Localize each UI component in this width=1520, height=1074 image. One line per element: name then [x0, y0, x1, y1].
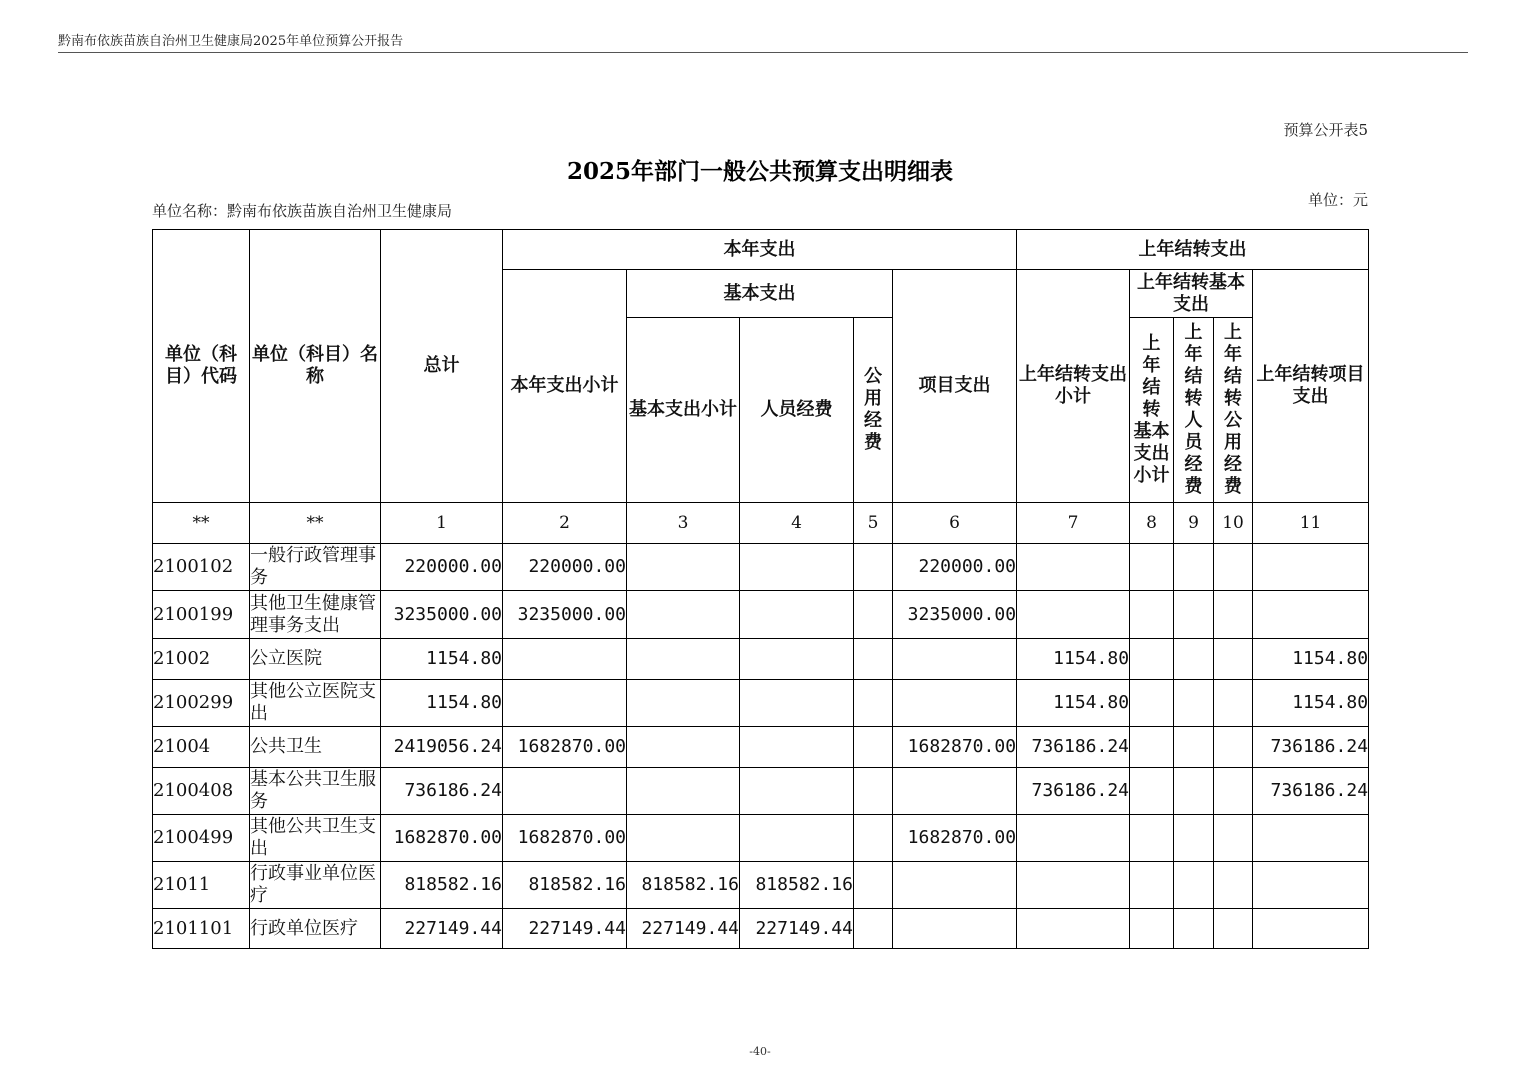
column-index-row [153, 503, 1369, 544]
cell-project [893, 909, 1017, 949]
budget-detail-table [152, 229, 1369, 949]
column-index: 5 [854, 503, 893, 544]
cell-prior-project: 736186.24 [1253, 768, 1369, 815]
cell-prior-personnel [1174, 544, 1214, 591]
cell-basic-subtotal: 818582.16 [627, 862, 740, 909]
header-public-funds [854, 318, 893, 503]
column-index: 3 [627, 503, 740, 544]
table-row [153, 862, 1369, 909]
row-name: 其他公立医院支出 [250, 680, 381, 727]
row-code: 21002 [153, 639, 250, 680]
header-char: 费 [1224, 476, 1243, 497]
row-code: 2100299 [153, 680, 250, 727]
cell-prior-basic-subtotal [1130, 862, 1174, 909]
header-name: 单位（科目）名称 [250, 230, 381, 503]
cell-prior-personnel [1174, 768, 1214, 815]
header-char: 费 [1184, 476, 1203, 497]
cell-prior-basic-subtotal [1130, 768, 1174, 815]
cell-personnel [740, 544, 854, 591]
column-index: ** [153, 503, 250, 544]
row-code: 2101101 [153, 909, 250, 949]
cell-public-funds [854, 591, 893, 639]
cell-basic-subtotal [627, 815, 740, 862]
column-index: 8 [1130, 503, 1174, 544]
header-char: 转 [1224, 388, 1243, 409]
header-char: 经 [1224, 454, 1243, 475]
cell-total: 227149.44 [381, 909, 503, 949]
cell-prior-subtotal [1017, 862, 1130, 909]
header-char: 公 [864, 366, 882, 387]
table-body [153, 544, 1369, 949]
row-name: 其他公共卫生支出 [250, 815, 381, 862]
cell-current-subtotal: 1682870.00 [503, 727, 627, 768]
cell-total: 1154.80 [381, 639, 503, 680]
header-char: 结 [1142, 377, 1161, 398]
column-index: 4 [740, 503, 854, 544]
header-prior-project: 上年结转项目支出 [1253, 270, 1369, 503]
cell-prior-basic-subtotal [1130, 680, 1174, 727]
cell-project: 1682870.00 [893, 727, 1017, 768]
cell-project [893, 768, 1017, 815]
cell-prior-project: 736186.24 [1253, 727, 1369, 768]
column-index: 10 [1214, 503, 1253, 544]
cell-prior-project [1253, 591, 1369, 639]
header-char: 年 [1184, 344, 1203, 365]
header-char: 转 [1142, 399, 1161, 420]
header-char: 上 [1224, 322, 1243, 343]
cell-prior-public [1214, 862, 1253, 909]
row-code: 2100408 [153, 768, 250, 815]
cell-prior-personnel [1174, 815, 1214, 862]
cell-prior-public [1214, 768, 1253, 815]
row-name: 公共卫生 [250, 727, 381, 768]
cell-basic-subtotal [627, 544, 740, 591]
header-prior-subtotal: 上年结转支出小计 [1017, 270, 1130, 503]
column-index: 11 [1253, 503, 1369, 544]
cell-prior-subtotal: 736186.24 [1017, 768, 1130, 815]
row-code: 2100102 [153, 544, 250, 591]
cell-prior-project [1253, 815, 1369, 862]
column-index: 7 [1017, 503, 1130, 544]
cell-current-subtotal: 1682870.00 [503, 815, 627, 862]
header-personnel: 人员经费 [740, 318, 854, 503]
cell-prior-project: 1154.80 [1253, 639, 1369, 680]
cell-public-funds [854, 727, 893, 768]
cell-prior-public [1214, 727, 1253, 768]
cell-personnel [740, 768, 854, 815]
cell-prior-project: 1154.80 [1253, 680, 1369, 727]
header-char: 用 [1224, 432, 1243, 453]
table-row [153, 680, 1369, 727]
cell-current-subtotal [503, 639, 627, 680]
cell-public-funds [854, 544, 893, 591]
header-char: 小计 [1133, 465, 1170, 486]
table-row [153, 815, 1369, 862]
cell-total: 736186.24 [381, 768, 503, 815]
header-char: 支出 [1133, 443, 1170, 464]
cell-project: 220000.00 [893, 544, 1017, 591]
cell-basic-subtotal: 227149.44 [627, 909, 740, 949]
cell-prior-basic-subtotal [1130, 591, 1174, 639]
header-char: 转 [1184, 388, 1203, 409]
cell-prior-public [1214, 639, 1253, 680]
cell-public-funds [854, 862, 893, 909]
row-name: 基本公共卫生服务 [250, 768, 381, 815]
header-char: 费 [864, 432, 882, 453]
cell-current-subtotal: 227149.44 [503, 909, 627, 949]
column-index: 6 [893, 503, 1017, 544]
currency-unit-label: 单位：元 [1307, 191, 1368, 209]
cell-personnel [740, 815, 854, 862]
running-header: 黔南布依族苗族自治州卫生健康局2025年单位预算公开报告 [58, 34, 404, 49]
cell-basic-subtotal [627, 680, 740, 727]
cell-public-funds [854, 768, 893, 815]
table-row [153, 639, 1369, 680]
row-code: 21011 [153, 862, 250, 909]
cell-public-funds [854, 680, 893, 727]
cell-prior-public [1214, 909, 1253, 949]
cell-prior-project [1253, 544, 1369, 591]
cell-current-subtotal: 818582.16 [503, 862, 627, 909]
row-name: 公立医院 [250, 639, 381, 680]
cell-prior-project [1253, 862, 1369, 909]
header-prior-basic: 上年结转基本支出 [1130, 270, 1253, 318]
cell-personnel [740, 639, 854, 680]
cell-total: 3235000.00 [381, 591, 503, 639]
header-divider [58, 52, 1468, 53]
header-prior-personnel [1174, 318, 1214, 503]
cell-prior-public [1214, 544, 1253, 591]
row-name: 行政事业单位医疗 [250, 862, 381, 909]
table-row [153, 727, 1369, 768]
cell-prior-public [1214, 680, 1253, 727]
header-char: 结 [1184, 366, 1203, 387]
cell-project [893, 680, 1017, 727]
cell-personnel [740, 727, 854, 768]
cell-current-subtotal: 220000.00 [503, 544, 627, 591]
cell-prior-subtotal [1017, 815, 1130, 862]
cell-total: 818582.16 [381, 862, 503, 909]
row-name: 一般行政管理事务 [250, 544, 381, 591]
column-index: ** [250, 503, 381, 544]
cell-personnel: 818582.16 [740, 862, 854, 909]
table-number: 预算公开表5 [1283, 121, 1368, 139]
cell-personnel: 227149.44 [740, 909, 854, 949]
row-code: 2100199 [153, 591, 250, 639]
cell-prior-subtotal [1017, 544, 1130, 591]
header-prior-year: 上年结转支出 [1017, 230, 1369, 270]
header-current-subtotal: 本年支出小计 [503, 270, 627, 503]
page-title: 2025年部门一般公共预算支出明细表 [566, 158, 953, 185]
column-index: 1 [381, 503, 503, 544]
cell-prior-subtotal: 1154.80 [1017, 680, 1130, 727]
header-current-year: 本年支出 [503, 230, 1017, 270]
header-prior-public [1214, 318, 1253, 503]
header-char: 基本 [1133, 421, 1170, 442]
cell-project [893, 639, 1017, 680]
page-number: -40- [749, 1045, 771, 1058]
cell-prior-public [1214, 815, 1253, 862]
cell-total: 1682870.00 [381, 815, 503, 862]
header-char: 上 [1184, 322, 1203, 343]
table-row [153, 544, 1369, 591]
table-row [153, 591, 1369, 639]
cell-prior-personnel [1174, 639, 1214, 680]
row-name: 其他卫生健康管理事务支出 [250, 591, 381, 639]
cell-total: 220000.00 [381, 544, 503, 591]
cell-public-funds [854, 639, 893, 680]
cell-prior-public [1214, 591, 1253, 639]
cell-project [893, 862, 1017, 909]
cell-public-funds [854, 909, 893, 949]
column-index: 2 [503, 503, 627, 544]
cell-current-subtotal [503, 680, 627, 727]
header-char: 公 [1224, 410, 1243, 431]
cell-prior-basic-subtotal [1130, 727, 1174, 768]
column-index: 9 [1174, 503, 1214, 544]
cell-total: 1154.80 [381, 680, 503, 727]
header-basic: 基本支出 [627, 270, 893, 318]
cell-prior-subtotal: 1154.80 [1017, 639, 1130, 680]
cell-basic-subtotal [627, 727, 740, 768]
header-basic-subtotal: 基本支出小计 [627, 318, 740, 503]
header-char: 结 [1224, 366, 1243, 387]
header-char: 经 [864, 410, 882, 431]
row-code: 2100499 [153, 815, 250, 862]
cell-basic-subtotal [627, 768, 740, 815]
header-char: 用 [864, 388, 882, 409]
cell-prior-personnel [1174, 862, 1214, 909]
cell-prior-personnel [1174, 591, 1214, 639]
cell-prior-personnel [1174, 680, 1214, 727]
cell-prior-basic-subtotal [1130, 909, 1174, 949]
cell-prior-personnel [1174, 727, 1214, 768]
cell-prior-subtotal [1017, 591, 1130, 639]
cell-current-subtotal [503, 768, 627, 815]
cell-current-subtotal: 3235000.00 [503, 591, 627, 639]
cell-prior-basic-subtotal [1130, 544, 1174, 591]
cell-basic-subtotal [627, 591, 740, 639]
header-project: 项目支出 [893, 270, 1017, 503]
header-char: 年 [1224, 344, 1243, 365]
header-total: 总计 [381, 230, 503, 503]
cell-prior-subtotal [1017, 909, 1130, 949]
header-code: 单位（科目）代码 [153, 230, 250, 503]
cell-prior-project [1253, 909, 1369, 949]
header-char: 年 [1142, 355, 1161, 376]
row-code: 21004 [153, 727, 250, 768]
cell-basic-subtotal [627, 639, 740, 680]
cell-prior-basic-subtotal [1130, 815, 1174, 862]
cell-public-funds [854, 815, 893, 862]
cell-project: 3235000.00 [893, 591, 1017, 639]
cell-prior-subtotal: 736186.24 [1017, 727, 1130, 768]
header-char: 上 [1142, 333, 1161, 354]
cell-prior-personnel [1174, 909, 1214, 949]
cell-prior-basic-subtotal [1130, 639, 1174, 680]
table-row [153, 909, 1369, 949]
cell-total: 2419056.24 [381, 727, 503, 768]
table-row [153, 768, 1369, 815]
header-char: 员 [1184, 432, 1203, 453]
header-char: 人 [1184, 410, 1203, 431]
row-name: 行政单位医疗 [250, 909, 381, 949]
cell-personnel [740, 591, 854, 639]
header-char: 经 [1184, 454, 1203, 475]
unit-name-label: 单位名称：黔南布依族苗族自治州卫生健康局 [152, 202, 453, 220]
cell-project: 1682870.00 [893, 815, 1017, 862]
header-prior-basic-subtotal [1130, 318, 1174, 503]
cell-personnel [740, 680, 854, 727]
